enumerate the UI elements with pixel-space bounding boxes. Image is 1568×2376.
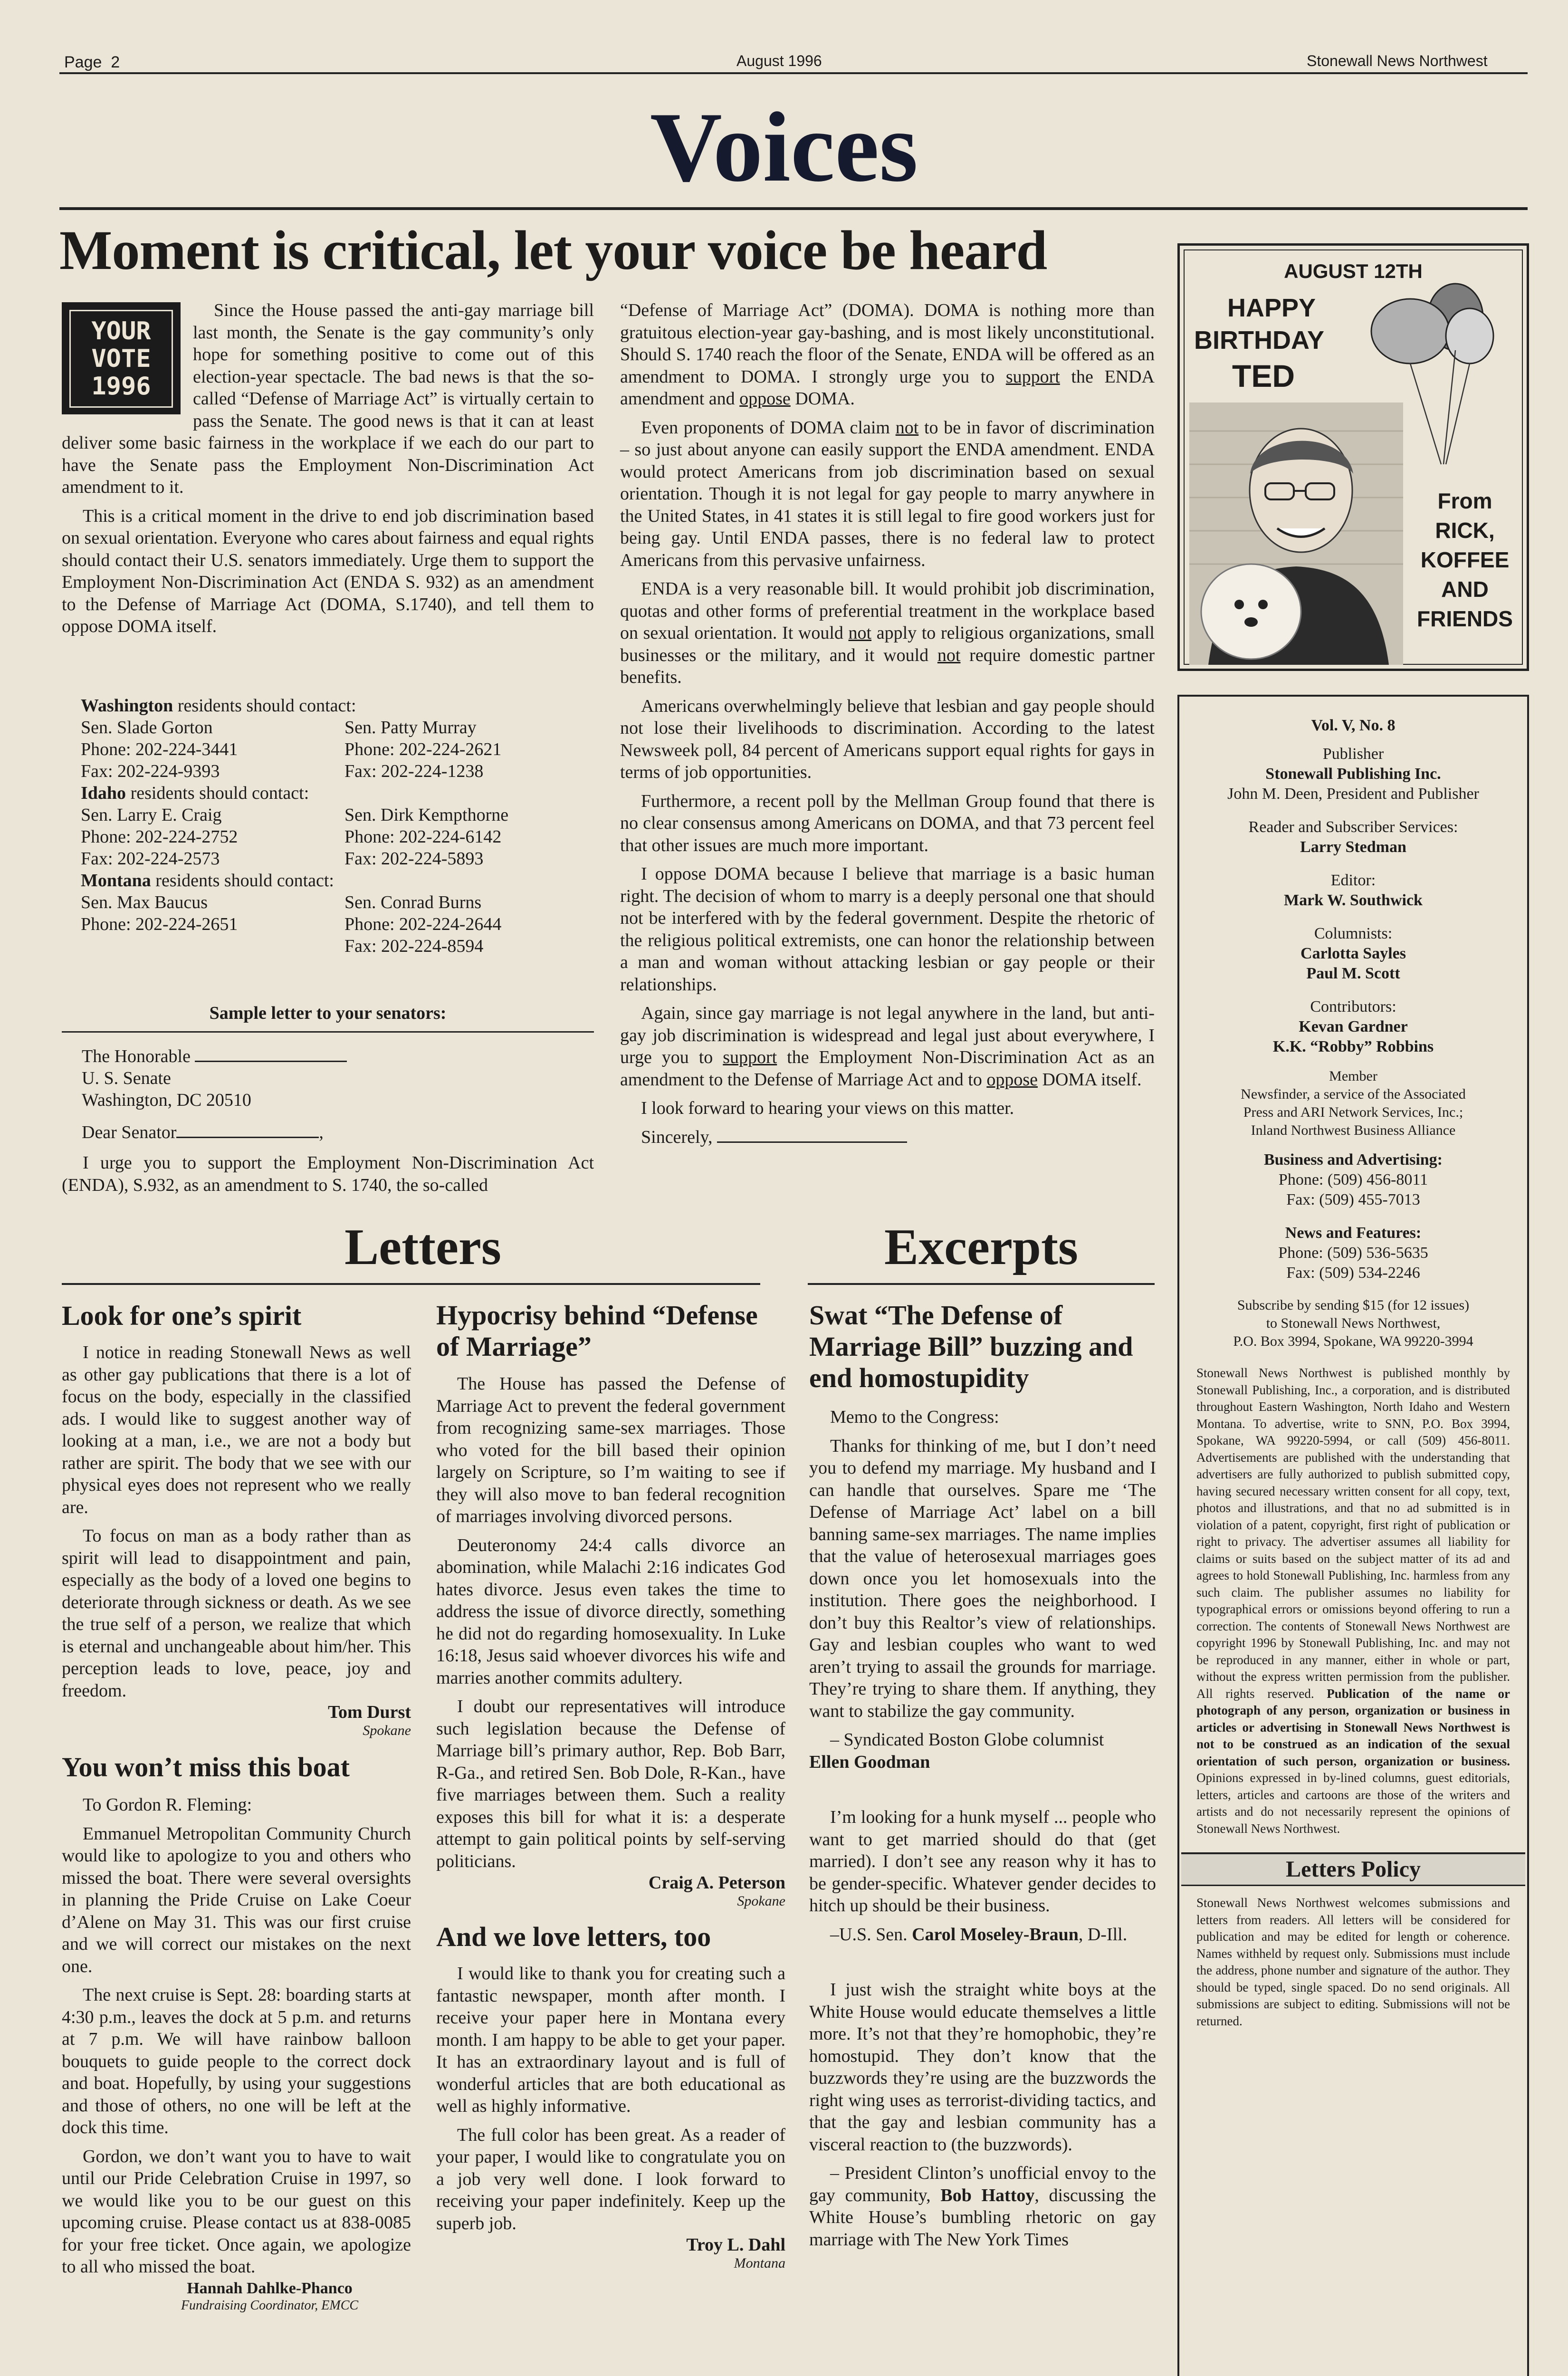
excerpt-paragraph: Thanks for thinking of me, but I don’t need you to defend my marriage. My husband and I can handle that ourselves. Spare me ‘The Defense of Marriage Act’ label on a bill banning same-sex marriages. The name implies that the value of heterosexual marriages goes down once you let homosexuals into the institution. There goes the neighborhood. I don’t buy this Realtor’s view of relationships. Gay and lesbian couples who want to wed aren’t trying to assail the grounds for marriage. They’re trying to share them. If anything, they want to stabilize the gay community. (809, 1436, 1156, 1721)
contributors-label: Contributors: (1310, 998, 1396, 1016)
letter-paragraph: To focus on man as a body rather than as spirit will lead to disappointment and pain, especially as the body of a loved one begins to deteriorate through sickness or death. As we see the true self of a person, we realize that which is eternal and unchangeable about him/her. This perception leads to love, peace, joy and freedom. (62, 1526, 411, 1701)
sincerely: Sincerely, (641, 1127, 713, 1147)
member-label: Member (1329, 1068, 1377, 1084)
excerpts-column (809, 1300, 1156, 2257)
address-line: The Honorable (82, 1046, 191, 1066)
sample-letter-heading: Sample letter to your senators: (209, 1003, 447, 1023)
contact-line: Sen. Larry E. Craig (81, 805, 222, 825)
contact-table-id (81, 804, 594, 870)
letter-author: Tom Durst (328, 1702, 411, 1722)
contact-table-wa (81, 717, 594, 782)
news-phone: Phone: (509) 536-5635 (1278, 1244, 1428, 1262)
contact-line: Sen. Slade Gorton (81, 718, 213, 738)
letter-headline: You won’t miss this boat (62, 1752, 350, 1782)
excerpts-title: Excerpts (884, 1219, 1078, 1275)
contact-line: Fax: 202-224-2573 (81, 849, 220, 869)
feature-col1 (62, 299, 594, 644)
excerpts-headline: Swat “The Defense of Marriage Bill” buzzing and end homostupidity (809, 1300, 1133, 1393)
excerpt-attribution: – Syndicated Boston Globe columnist (830, 1730, 1104, 1750)
business-fax: Fax: (509) 455-7013 (1286, 1191, 1420, 1208)
editor-label: Editor: (1330, 872, 1376, 889)
president: John M. Deen, President and Publisher (1227, 785, 1479, 803)
excerpt-paragraph: I’m looking for a hunk myself ... people who want to get married should do that (get married). I don’t see any reason why it has to be gender-specific. Whatever gender decides to hitch up should be their business. (809, 1807, 1156, 1916)
letter-headline: Hypocrisy behind “Defense of Marriage” (436, 1300, 758, 1362)
excerpt-name: Ellen Goodman (809, 1752, 930, 1772)
letters-col1 (62, 1300, 411, 2313)
section-title: Voices (650, 92, 918, 202)
contact-line: Phone: 202-224-2621 (344, 739, 502, 759)
address-line: Washington, DC 20510 (82, 1090, 251, 1110)
vote-logo (62, 302, 181, 414)
birthday-birthday: BIRTHDAY (1194, 326, 1325, 354)
address-line: U. S. Senate (82, 1068, 171, 1088)
letter-location: Fundraising Coordinator, EMCC (181, 2298, 359, 2313)
letter-headline: Look for one’s spirit (62, 1300, 302, 1331)
sample-address: The Honorable U. S. Senate Washington, DC 20510 Dear Senator , (82, 1045, 347, 1143)
contributor: Kevan Gardner (1299, 1018, 1408, 1035)
fine-print: Stonewall News Northwest is published monthly by Stonewall Publishing, Inc., a corporation, and is distributed throughout Eastern Washington, North Idaho and Western Montana. To advertise, write to SNN, P.O. Box 3994, Spokane, WA 99220-5994, or call (509) 456-8011. Advertisements are published with the understanding that advertisers are fully authorized to publish submitted copy, having secured necessary written consent for all copy, text, photos and illustrations, and that no ad submitted is in violation of a patent, copyright, first right of publication or right to privacy. The advertiser assumes all liability for claims or suits based on the subject matter of its ad and agrees to hold Stonewall Publishing, Inc. harmless from any such claim. The publisher assumes no liability for typographical errors or omissions beyond offering to run a correction. The contents of Stonewall News Northwest are copyright 1996 by Stonewall Publishing, Inc. and may not be reproduced in any manner, either in whole or part, without the express written permission from the publisher. All rights reserved. Publication of the name or photograph of any person, organization or business in articles or advertising in Stonewall News Northwest is not to be construed as an indication of the sexual orientation of such person, organization or business. Opinions expressed in by-lined columns, guest editorials, letters, articles and cartoons are those of the writers and artists and do not necessarily represent the opinions of Stonewall News Northwest. (1196, 1366, 1510, 1836)
subscribe-line: Subscribe by sending $15 (for 12 issues) (1237, 1297, 1470, 1313)
member-line: Newsfinder, a service of the Associated (1241, 1086, 1466, 1102)
excerpt-attribution: – President Clinton’s unofficial envoy to the gay community, Bob Hattoy, discussing the White House’s bumbling rhetoric on gay marriage with The New York Times (809, 2163, 1156, 2250)
letter-location: Spokane (363, 1723, 411, 1738)
feature-headline: Moment is critical, let your voice be heard (59, 219, 1047, 281)
contact-heading-id: Idaho residents should contact: (81, 783, 309, 803)
excerpt-paragraph: I just wish the straight white boys at the White House would educate themselves a little more. It’s not that they’re homophobic, they’re homostupid. They don’t know that the buzzwords they’re using are the buzzwords the right wing uses as terrorist-dividing tactics, and that the gay and lesbian community has a visceral reaction to (the buzzwords). (809, 1980, 1156, 2155)
volume: Vol. V, No. 8 (1311, 717, 1396, 734)
header-rule (59, 72, 1528, 74)
letters-rule (62, 1283, 760, 1285)
columnist: Paul M. Scott (1306, 965, 1400, 982)
excerpts-rule (808, 1283, 1155, 1285)
letter-author: Troy L. Dahl (686, 2235, 785, 2255)
news-fax: Fax: (509) 534-2246 (1286, 1264, 1420, 1282)
editor: Mark W. Southwick (1284, 891, 1423, 909)
letter-paragraph: The next cruise is Sept. 28: boarding starts at 4:30 p.m., leaves the dock at 5 p.m. and returns at 7 p.m. We will have rainbow balloon bouquets to guide people to the correct dock and boat. Hopefully, by using your suggestions and those of others, no one will be left at the dock this time. (62, 1985, 411, 2137)
contact-line: Fax: 202-224-5893 (344, 849, 484, 869)
contact-line: Fax: 202-224-1238 (344, 761, 484, 781)
letter-paragraph: I doubt our representatives will introduce such legislation because the Defense of Marriage bill’s primary author, Rep. Bob Barr, R-Ga., and retired Sen. Bob Dole, R-Kan., have five marriages between them. Such a reality exposes this bill for what it is: a desperate attempt to gain political points by self-serving politicians. (436, 1696, 785, 1871)
sample-rule (62, 1031, 594, 1033)
salutation: Dear Senator (82, 1122, 177, 1142)
letters-policy: Stonewall News Northwest welcomes submissions and letters from readers. All letters will be considered for publication and may be edited for length or coherence. Names withheld by request only. Submissions must include the address, phone number and signature of the author. They should be typed, single spaced. Do no send originals. All submissions are subject to editing. Submissions will not be returned. (1196, 1896, 1510, 2028)
letter-location: Spokane (737, 1893, 785, 1909)
letter-paragraph: I notice in reading Stonewall News as well as other gay publications that there is a lot of focus on the body, especially in the classified ads. I would like to suggest another way of looking at a man, i.e., we are not a body but rather are spirit. The body that we see with our physical eyes does not represent who we really are. (62, 1342, 411, 1517)
ted-photo (1189, 402, 1403, 665)
letters-col2 (436, 1300, 785, 2271)
services-label: Reader and Subscriber Services: (1248, 818, 1458, 836)
birthday-date: AUGUST 12TH (1284, 260, 1423, 282)
letter-paragraph: The full color has been great. As a reader of your paper, I would like to congratulate you on a job very well done. I look forward to receiving your paper indefinitely. Keep up the superb job. (436, 2125, 785, 2233)
letter-paragraph: I would like to thank you for creating such a fantastic newspaper, month after month. I receive your paper here in Montana every month. I am happy to be able to get your paper. It has an extraordinary layout and is full of wonderful articles that are both educational as well as highly informative. (436, 1964, 785, 2116)
letters-policy-title: Letters Policy (1181, 1854, 1525, 1885)
letter-paragraph: Gordon, we don’t want you to have to wait until our Pride Celebration Cruise in 1997, so we would like you to be our guest on this upcoming cruise. Please contact us at 838-0085 for your free ticket. Once again, we apologize to all who missed the boat. (62, 2146, 411, 2277)
logo-line-3: 1996 (91, 372, 151, 401)
birthday-from: From RICK, KOFFEE AND FRIENDS (1417, 489, 1513, 631)
news-label: News and Features: (1285, 1224, 1422, 1242)
letter-paragraph: Emmanuel Metropolitan Community Church would like to apologize to you and others who missed the boat. There were several oversights in planning the Pride Cruise on Lake Coeur d’Alene on May 31. This was our first cruise and we will correct our mistakes on the next one. (62, 1823, 411, 1976)
logo-line-2: VOTE (91, 345, 151, 373)
letter-author: Craig A. Peterson (648, 1873, 785, 1893)
page-number: Page 2 (64, 53, 120, 71)
contact-line: Fax: 202-224-8594 (344, 936, 484, 956)
business-label: Business and Advertising: (1264, 1151, 1443, 1169)
logo-line-1: YOUR (91, 317, 151, 345)
subscribe-line: to Stonewall News Northwest, (1266, 1315, 1441, 1331)
columnists-label: Columnists: (1314, 925, 1393, 942)
contact-line: Sen. Conrad Burns (344, 892, 482, 912)
issue-date: August 1996 (736, 52, 822, 69)
feature-col2: “Defense of Marriage Act” (DOMA). DOMA is nothing more than gratuitous election-year gay-bashing, and is most likely unconstitutional. Should S. 1740 reach the floor of the Senate, ENDA will be offered as an amendment to DOMA. I strongly urge you to support the ENDA amendment and oppose DOMA. Even proponents of DOMA claim not to be in favor of discrimination – so just about anyone can easily support the ENDA amendment. ENDA would protect Americans from job discrimination based on sexual orientation. Though it is not legal for gay people to marry anywhere in the United States, in 41 states it is still legal to fire good workers just for being gay. Until ENDA passes, there is no federal law to protect Americans from this pervasive unfairness. ENDA is a very reasonable bill. It would prohibit job discrimination, quotas and other forms of preferential treatment in the workplace based on sexual orientation. It would not apply to religious organizations, small businesses or the military, and it would not require domestic partner benefits. Americans overwhelmingly believe that lesbian and gay people should not lose their livelihoods to discrimination. According to the latest Newsweek poll, 84 percent of Americans support equal rights for gays in terms of job opportunities. Furthermore, a recent poll by the Mellman Group found that there is no clear consensus among Americans on DOMA, and that 73 percent feel that other issues are much more important. I oppose DOMA because I believe that marriage is a basic human right. The decision of whom to marry is a deeply personal one that should not be interfered with by the federal government. Despite the rhetoric of the religious political extremists, one can honor the relationship between a man and woman without attacking lesbian or gay people or their relationships. Again, since gay marriage is not legal anywhere in the land, but anti-gay job discrimination is widespread and legal just about everywhere, I urge you to support the Employment Non-Discrimination Act as an amendment to the Defense of Marriage Act and to oppose DOMA itself. I look forward to hearing your views on this matter. Sincerely, (620, 300, 1155, 1147)
contact-line: Sen. Patty Murray (344, 718, 477, 738)
paper-name: Stonewall News Northwest (1307, 52, 1488, 69)
feature-paragraph: This is a critical moment in the drive to end job discrimination based on sexual orientation. Everyone who cares about fairness and equal rights should contact their U.S. senators immediately. Urge them to support the Employment Non-Discrimination Act (ENDA S. 932) as an amendment to the Defense of Marriage Act (DOMA, S.1740), and tell them to oppose DOMA itself. (62, 506, 594, 636)
contact-line: Sen. Max Baucus (81, 892, 208, 912)
birthday-name: TED (1232, 358, 1295, 393)
section-rule (59, 207, 1528, 210)
contact-heading-wa: Washington residents should contact: (81, 696, 356, 716)
publisher-label: Publisher (1322, 745, 1384, 763)
contact-line: Phone: 202-224-2752 (81, 827, 238, 847)
letters-title: Letters (344, 1219, 501, 1275)
excerpt-paragraph: Memo to the Congress: (830, 1407, 999, 1427)
letter-paragraph: Deuteronomy 24:4 calls divorce an abomination, while Malachi 2:16 indicates God hates divorce. Jesus even takes the time to address the issue of divorce directly, something he did not do regarding homosexuality. In Luke 16:18, Jesus said whoever divorces his wife and marries another commits adultery. (436, 1535, 785, 1688)
member-line: Press and ARI Network Services, Inc.; (1243, 1104, 1463, 1120)
publisher: Stonewall Publishing Inc. (1265, 765, 1441, 783)
services: Larry Stedman (1300, 838, 1406, 856)
business-phone: Phone: (509) 456-8011 (1278, 1171, 1428, 1188)
letter-paragraph: To Gordon R. Fleming: (83, 1795, 252, 1815)
feature-paragraph: Since the House passed the anti-gay marriage bill last month, the Senate is the gay community’s only hope for something positive to come out of this election-year spectacle. The bad news is that the so-called “Defense of Marriage Act” is virtually certain to pass the Senate. The good news is that it can at least deliver some basic fairness in the workplace if we each do our part to have the Senate pass the Employment Non-Discrimination Act amendment to it. (62, 300, 594, 497)
contact-line: Phone: 202-224-3441 (81, 739, 238, 759)
contact-line: Sen. Dirk Kempthorne (344, 805, 509, 825)
contact-line: Phone: 202-224-6142 (344, 827, 502, 847)
member-line: Inland Northwest Business Alliance (1251, 1122, 1456, 1138)
contact-heading-mt: Montana residents should contact: (81, 871, 334, 891)
sample-letter-start: I urge you to support the Employment Non-Discrimination Act (ENDA), S.932, as an amendment to S. 1740, the so-called (62, 1153, 594, 1195)
contact-line: Phone: 202-224-2644 (344, 914, 502, 934)
contact-line: Phone: 202-224-2651 (81, 914, 238, 934)
birthday-happy: HAPPY (1227, 294, 1316, 322)
contact-line: Fax: 202-224-9393 (81, 761, 220, 781)
excerpt-attribution: –U.S. Sen. Carol Moseley-Braun, D-Ill. (830, 1924, 1128, 1945)
senator-contacts (81, 695, 603, 957)
letter-location: Montana (734, 2255, 785, 2271)
contributor: K.K. “Robby” Robbins (1272, 1038, 1434, 1055)
letter-headline: And we love letters, too (436, 1921, 711, 1952)
birthday-ad (1177, 243, 1529, 671)
columnist: Carlotta Sayles (1300, 945, 1406, 962)
masthead-box (1177, 695, 1529, 2376)
letter-author: Hannah Dahlke-Phanco (187, 2279, 353, 2297)
letter-paragraph: The House has passed the Defense of Marriage Act to prevent the federal government from recognizing same-sex marriages. Those who voted for the bill based their opinion largely on Scripture, so I’m waiting to see if they will also move to ban federal recognition of marriages involving divorced persons. (436, 1374, 785, 1526)
subscribe-line: P.O. Box 3994, Spokane, WA 99220-3994 (1233, 1333, 1473, 1349)
contact-table-mt (81, 891, 594, 957)
